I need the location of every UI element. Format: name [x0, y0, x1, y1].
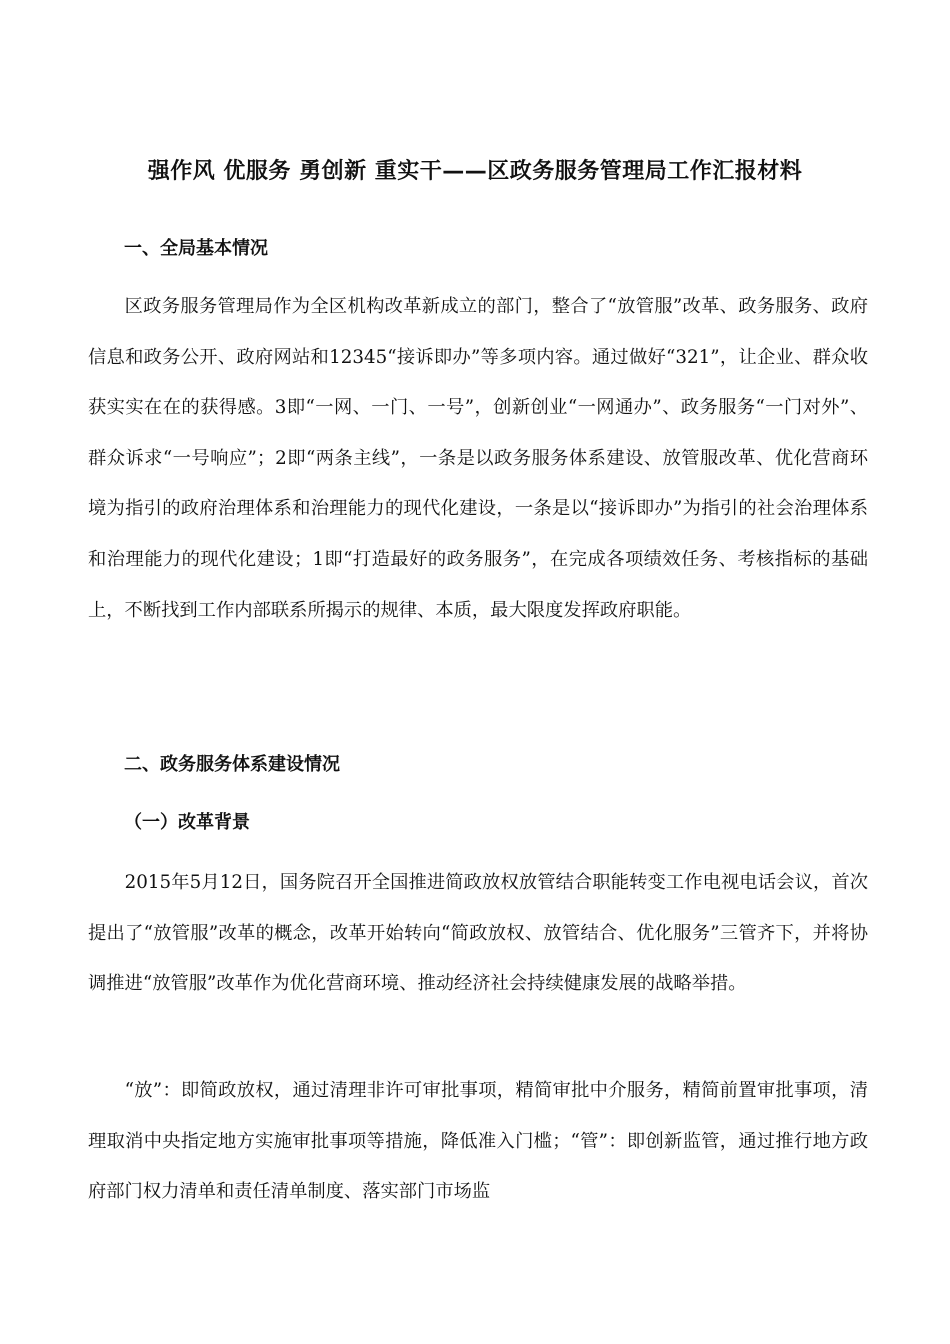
- section-heading-2: 二、政务服务体系建设情况: [124, 754, 340, 775]
- paragraph-reform-background: 2015年5月12日，国务院召开全国推进简政放权放管结合职能转变工作电视电话会议，首次提出了“放管服”改革的概念，改革开始转向“简政放权、放管结合、优化服务”三管齐下，并将协调推进“放管服”改革作为优化营商环境、推动经济社会持续健康发展的战略举措。: [88, 872, 868, 995]
- paragraph-fang-guan-fu: “放”：即简政放权，通过清理非许可审批事项，精简审批中介服务，精简前置审批事项，清理取消中央指定地方实施审批事项等措施，降低准入门槛；“管”：即创新监管，通过推行地方政府部门权力清单和责任清单制度、落实部门市场监: [88, 1080, 868, 1203]
- paragraph-overview: 区政务服务管理局作为全区机构改革新成立的部门，整合了“放管服”改革、政务服务、政府信息和政务公开、政府网站和12345“接诉即办”等多项内容。通过做好“321”，让企业、群众收获实实在在的获得感。3即“一网、一门、一号”，创新创业“一网通办”、政务服务“一门对外”、群众诉求“一号响应”；2即“两条主线”，一条是以政务服务体系建设、放管服改革、优化营商环境为指引的政府治理体系和治理能力的现代化建设，一条是以“接诉即办”为指引的社会治理体系和治理能力的现代化建设；1即“打造最好的政务服务”，在完成各项绩效任务、考核指标的基础上，不断找到工作内部联系所揭示的规律、本质，最大限度发挥政府职能。: [88, 296, 868, 621]
- section-heading-1: 一、全局基本情况: [124, 238, 268, 259]
- document-title: 强作风 优服务 勇创新 重实干——区政务服务管理局工作汇报材料: [147, 159, 803, 184]
- subsection-heading-background: （一）改革背景: [124, 812, 250, 833]
